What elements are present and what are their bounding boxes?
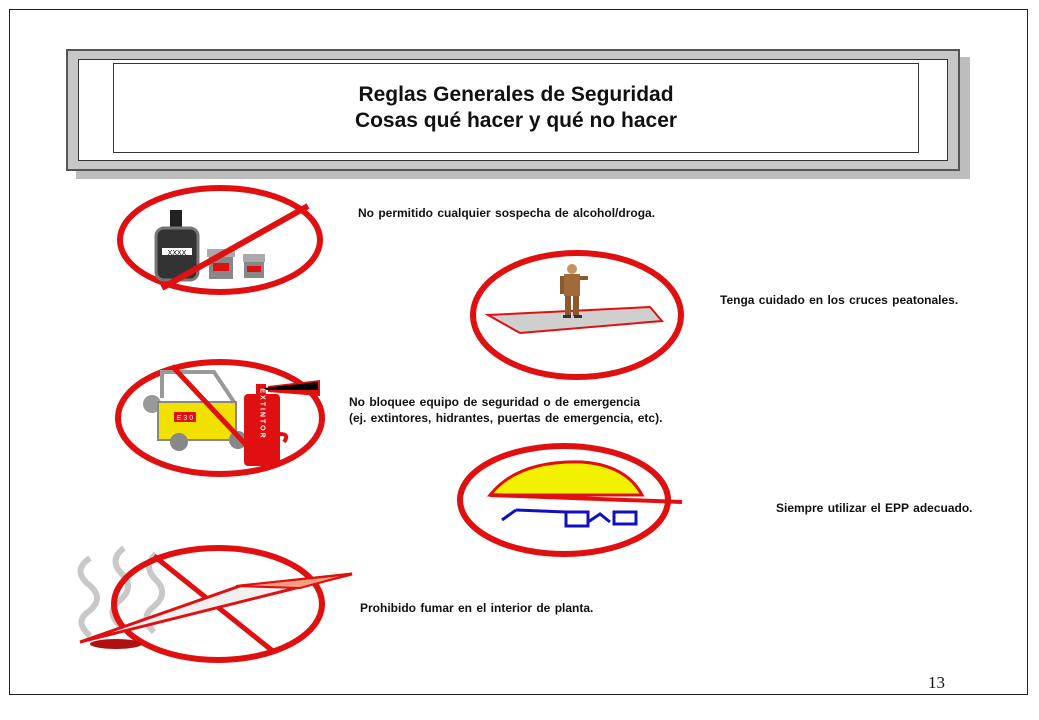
no-smoking-icon: [60, 540, 360, 670]
title-line-1: Reglas Generales de Seguridad: [358, 83, 674, 106]
page-number: 13: [928, 673, 945, 692]
pedestrian-crossing-icon: [466, 247, 696, 387]
rule-equipment-line-2: (ej. extintores, hidrantes, puertas de emergencia, etc).: [349, 411, 663, 425]
forklift-label: E 3 0: [176, 415, 194, 422]
ppe-icon: [454, 438, 690, 568]
no-blocking-equipment-icon: [114, 356, 334, 486]
rule-crosswalk: Tenga cuidado en los cruces peatonales.: [720, 293, 959, 307]
extinguisher-label: EXTINTOR: [258, 388, 266, 440]
title-box: [113, 63, 919, 153]
bottle-label: XXXX: [167, 250, 187, 257]
rule-alcohol: No permitido cualquier sospecha de alcohol/droga.: [358, 206, 656, 220]
rule-equipment-line-1: No bloquee equipo de seguridad o de emergencia: [349, 395, 641, 409]
rule-smoking: Prohibido fumar en el interior de planta.: [360, 601, 594, 615]
no-alcohol-icon: [112, 182, 342, 302]
title-line-2: Cosas qué hacer y qué no hacer: [354, 109, 678, 132]
rule-ppe: Siempre utilizar el EPP adecuado.: [776, 501, 973, 515]
